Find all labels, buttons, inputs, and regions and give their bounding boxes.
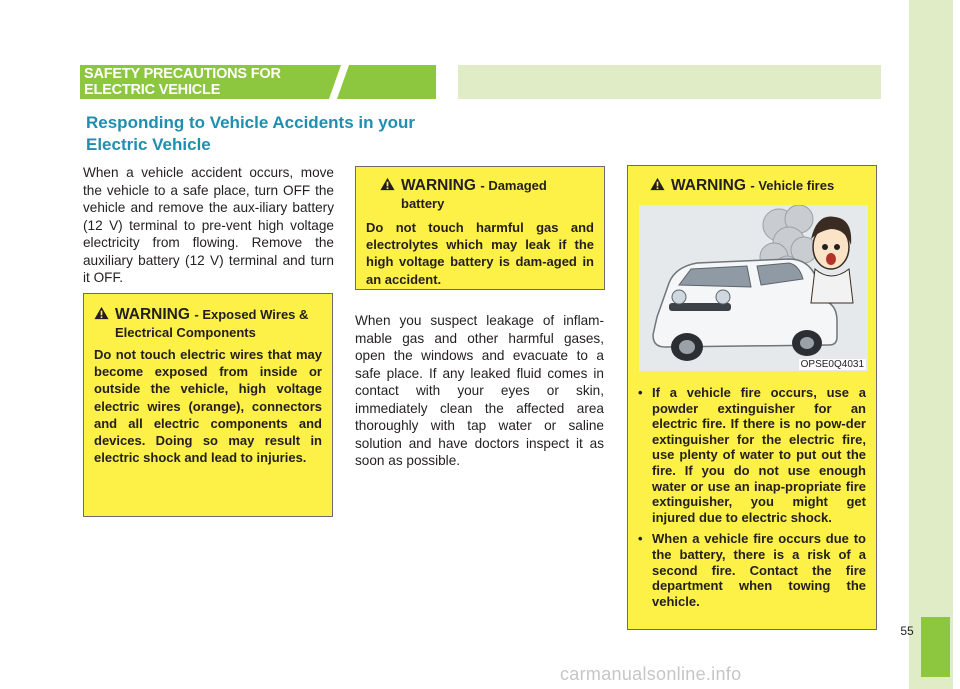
- warning-triangle-icon: [650, 177, 665, 191]
- warning-label: WARNING: [401, 177, 476, 194]
- warning-label: WARNING: [115, 306, 190, 323]
- warning-header: [94, 306, 322, 342]
- vehicle-fire-illustration: [639, 205, 868, 371]
- warning-triangle-icon: [380, 177, 395, 191]
- watermark-text: carmanualsonline.info: [560, 664, 742, 684]
- car-smoke-drawing: [639, 205, 868, 371]
- section-banner-title: [84, 66, 281, 98]
- page-heading: [86, 112, 466, 156]
- banner-line-1: SAFETY PRECAUTIONS FOR: [84, 66, 281, 82]
- warning-body: Do not touch harmful gas and electrolytes which may leak if the high voltage battery is dam-aged in an accident.: [366, 220, 594, 287]
- warning-header: [366, 177, 594, 213]
- warning-header: [638, 177, 866, 195]
- list-item: • If a vehicle fire occurs, use a powder extinguisher for an electric fire. If there is no pow-der extinguisher for the electric fire, use plenty of water to put out the fire. If you do not use enough water or use an inap-propriate fire extinguisher, you might get injured due to electric shock.: [638, 385, 866, 525]
- page-number: 55: [900, 624, 914, 638]
- warning-subtitle: - Exposed Wires & Electrical Components: [115, 307, 309, 340]
- warning-box-vehicle-fires: [627, 165, 877, 630]
- banner-line-2: ELECTRIC VEHICLE: [84, 82, 221, 98]
- leak-paragraph: When you suspect leakage of inflam-mable gas and other harmful gases, open the windows and evacuate to a safe place. If any leaked fluid comes in contact with your eyes or skin, immediately clean the affected area thoroughly with tap water or saline solution and have doctors inspect it as soon as possible.: [355, 313, 604, 468]
- warning-box-exposed-wires: [83, 293, 333, 517]
- warning-box-damaged-battery: [355, 166, 605, 290]
- side-tab-marker: [921, 617, 950, 677]
- side-strip: [909, 0, 953, 689]
- warning-subtitle: - Vehicle fires: [750, 178, 835, 193]
- section-banner-gap: [436, 65, 458, 99]
- section-banner-background: [458, 65, 881, 99]
- warning-triangle-icon: [94, 306, 109, 320]
- intro-paragraph: When a vehicle accident occurs, move the vehicle to a safe place, turn OFF the vehicle and remove the aux-iliary battery (12 V) terminal to pre-vent high voltage electricity from flowing. Remove the auxiliary battery (12 V) terminal and turn it OFF.: [83, 165, 334, 285]
- warning-body: Do not touch electric wires that may become exposed from inside or outside the vehicle, high voltage electric wires (orange), connectors and all electric components and devices. Doing so may result in electric shock and lead to injuries.: [94, 347, 322, 466]
- warning-subtitle: - Damaged battery: [401, 178, 547, 211]
- heading-line-1: Responding to Vehicle Accidents in your: [86, 113, 416, 132]
- image-code-label: OPSE0Q4031: [800, 359, 864, 370]
- list-item: • When a vehicle fire occurs due to the battery, there is a risk of a second fire. Contact the fire department when towing the vehicle.: [638, 531, 866, 609]
- fire-instructions-list: [638, 385, 866, 609]
- heading-line-2: Electric Vehicle: [86, 135, 211, 154]
- warning-label: WARNING: [671, 177, 746, 194]
